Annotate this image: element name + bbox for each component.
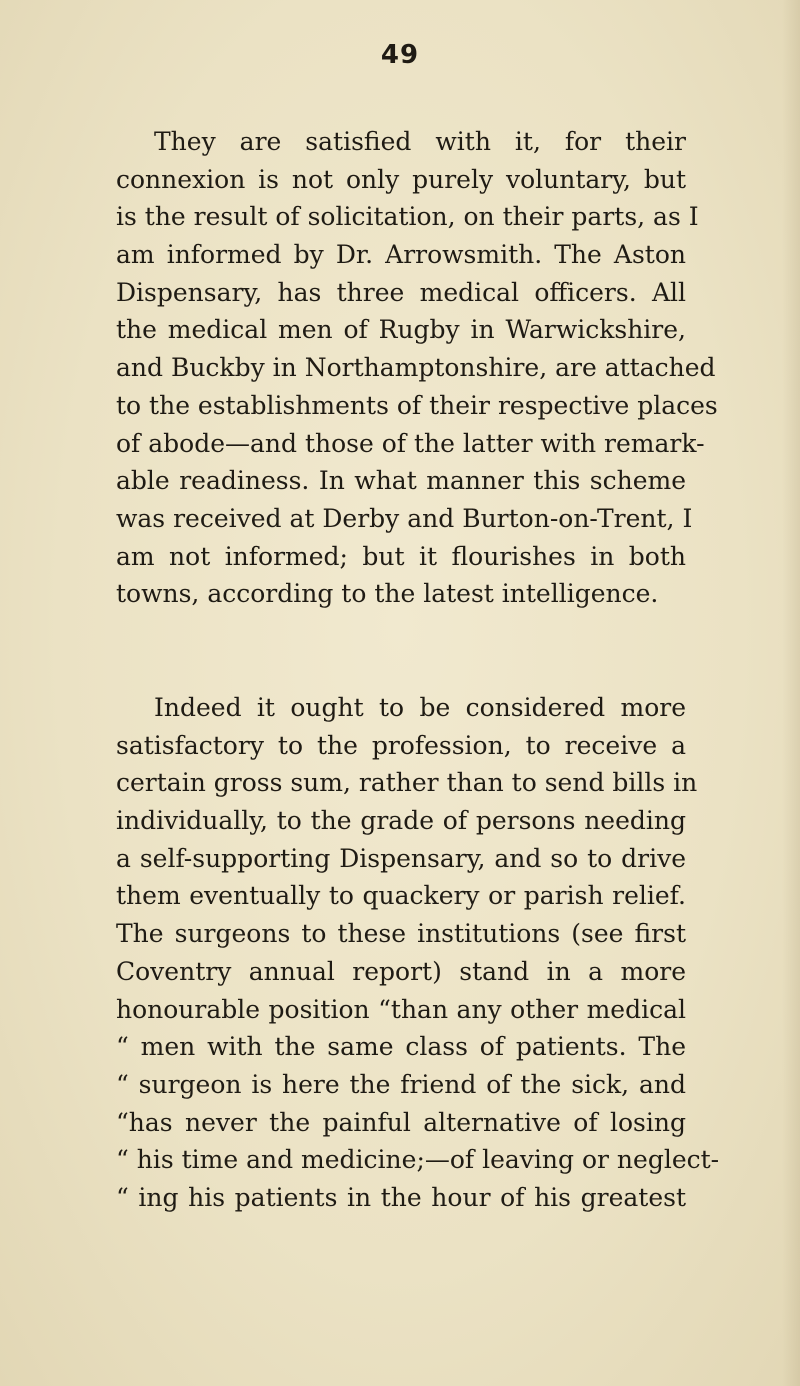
text-line: “has never the painful alternative of losing [116,1107,686,1137]
paragraph-2 [116,689,720,1217]
text-line: certain gross sum, rather than to send bills in [116,768,698,798]
text-line: connexion is not only purely voluntary, but [116,164,686,194]
text-line: Coventry annual report) stand in a more [116,956,686,986]
text-line: them eventually to quackery or parish relief. [116,881,686,911]
text-line: and Buckby in Northamptonshire, are attached [116,353,716,383]
text-line: Indeed it ought to be considered more [154,693,686,722]
text-line: a self-supporting Dispensary, and so to drive [116,843,686,873]
text-line: am informed by Dr. Arrowsmith. The Aston [116,240,686,270]
text-line: They are satisfied with it, for their [154,127,686,156]
text-line: am not informed; but it flourishes in both [116,541,686,571]
text-line: The surgeons to these institutions (see first [116,919,686,949]
text-line: satisfactory to the profession, to receive a [116,730,686,760]
text-line: “ his time and medicine;—of leaving or neglect- [116,1145,720,1175]
text-line: individually, to the grade of persons needing [116,806,686,836]
text-line: towns, according to the latest intelligence. [116,579,659,609]
text-line: to the establishments of their respective places [116,390,718,420]
text-line: is the result of solicitation, on their parts, as I [116,202,699,232]
text-line: Dispensary, has three medical officers. All [116,277,686,307]
text-line: able readiness. In what manner this scheme [116,466,686,496]
paragraph-1 [116,123,718,613]
text-line: the medical men of Rugby in Warwickshire, [116,315,686,345]
text-line: of abode—and those of the latter with remark- [116,428,705,458]
page-number: 49 [380,40,420,70]
text-line: “ men with the same class of patients. The [116,1032,686,1062]
text-line: was received at Derby and Burton-on-Trent, I [116,503,693,533]
page-edge-shadow [782,0,800,1386]
text-line: “ ing his patients in the hour of his greatest [116,1182,686,1212]
text-line: honourable position “than any other medical [116,994,686,1024]
text-line: “ surgeon is here the friend of the sick, and [116,1069,686,1099]
